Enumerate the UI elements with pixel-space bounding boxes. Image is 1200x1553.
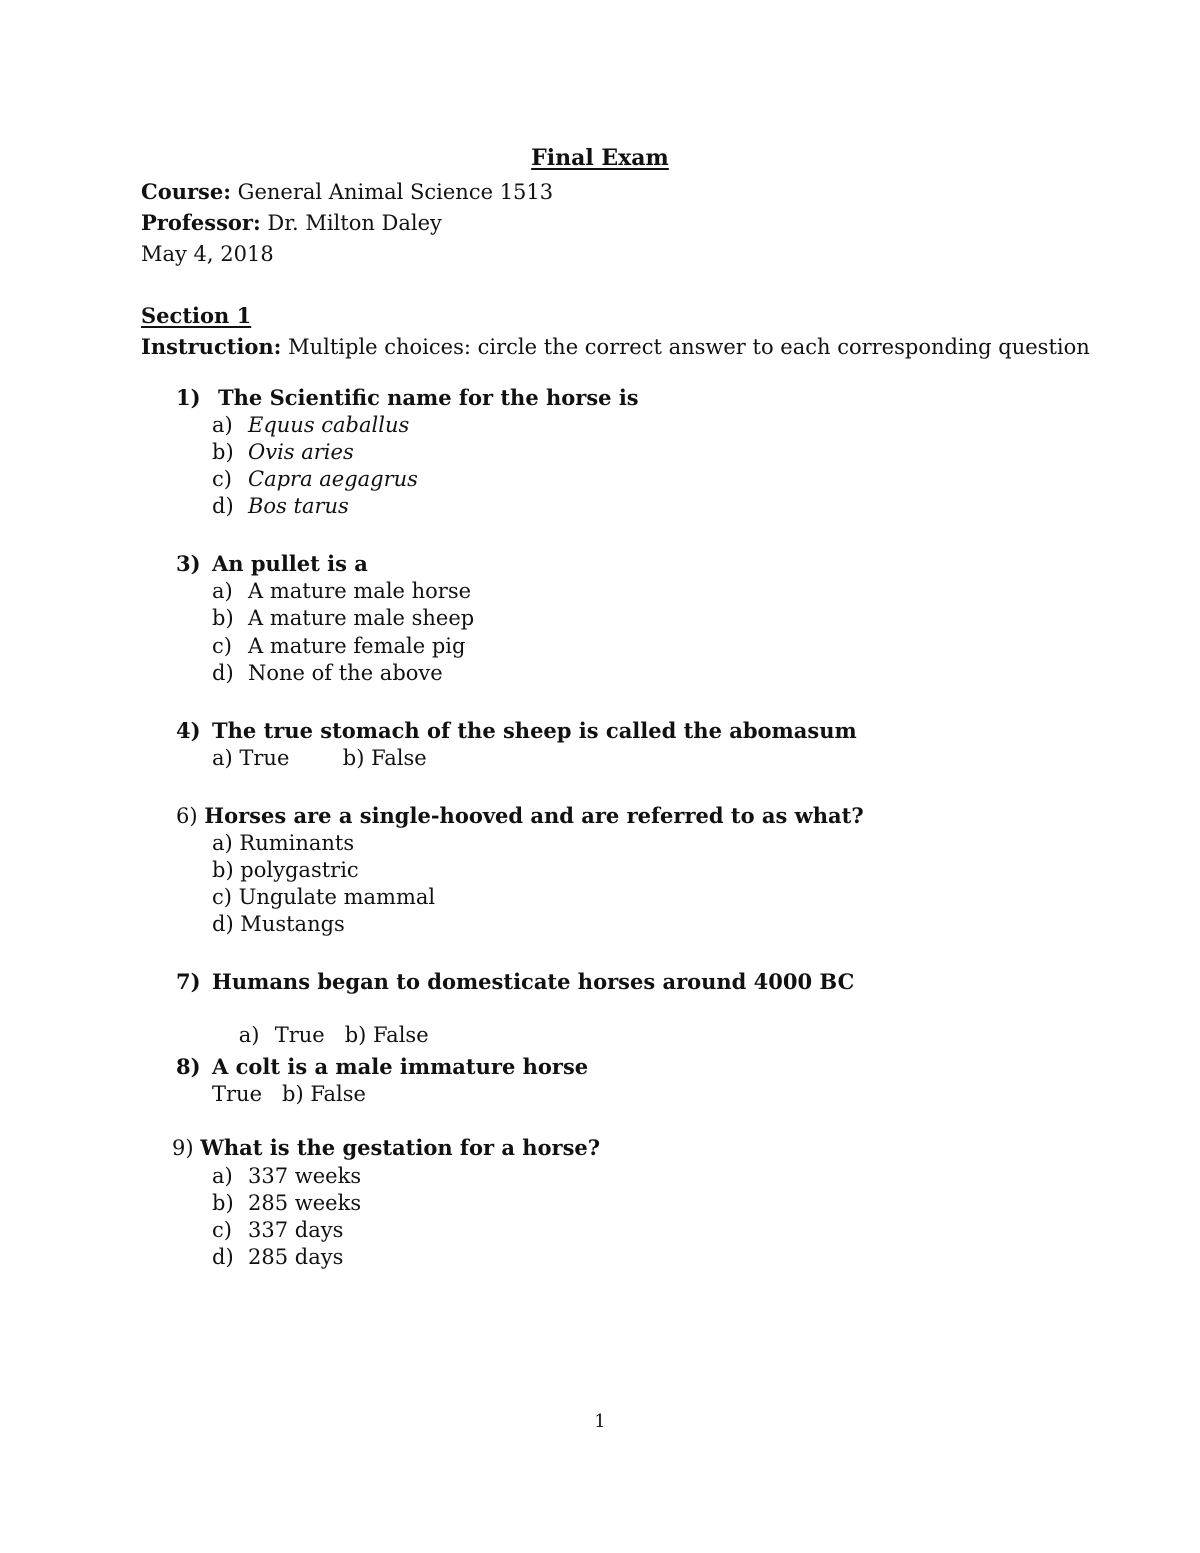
question-number: 6) [176,804,198,828]
option-row [212,439,354,465]
option-text: 285 weeks [248,1191,362,1215]
option-letter: d) [212,661,234,685]
question-8 [176,1054,588,1080]
option-text: None of the above [248,661,443,685]
question-number: 4) [176,718,201,743]
page-title: Final Exam [531,145,669,171]
option-row [212,1190,361,1216]
question-number: 3) [176,551,201,576]
instruction-line [141,334,1090,360]
option-text: A mature female pig [248,634,466,658]
option-letter: c) [212,1218,232,1242]
question-text: What is the gestation for a horse? [200,1135,601,1160]
option-row [212,660,443,686]
question-text: The Scientific name for the horse is [218,385,639,410]
option-text: Bos tarus [248,494,349,518]
option-text: 285 days [248,1245,344,1269]
option-row [212,1217,343,1243]
option-letter: b) [212,1191,234,1215]
option-letter: a) [212,579,233,603]
instruction-text: Multiple choices: circle the correct answer to each corresponding question [281,335,1090,359]
option-letter: a) [212,1164,233,1188]
course-line [141,179,553,205]
course-value: General Animal Science 1513 [231,180,554,204]
professor-label: Professor: [141,210,261,235]
option-row [212,605,474,631]
option-text: A mature male horse [248,579,472,603]
question-7 [176,969,854,995]
question-text: An pullet is a [212,551,368,576]
question-text: Horses are a single-hooved and are referred to as what? [204,803,864,828]
question-9 [172,1135,600,1161]
option-text: 337 days [248,1218,344,1242]
question-3 [176,551,368,577]
question-number: 8) [176,1054,201,1079]
option-letter: a) [238,1023,260,1047]
question-number: 9) [172,1136,194,1160]
option-row [212,578,471,604]
option-row: d) Mustangs [212,912,345,936]
option-text: Ovis aries [248,440,354,464]
question-6 [176,803,864,829]
answer-line: a) True b) False [212,746,427,770]
course-label: Course: [141,179,231,204]
option-row [212,1244,343,1270]
option-text: 337 weeks [248,1164,362,1188]
option-letter: b) [212,606,234,630]
question-number: 7) [176,969,201,994]
option-text: Capra aegagrus [248,467,418,491]
professor-line [141,210,442,236]
option-row [212,493,349,519]
page-number: 1 [594,1411,606,1432]
section-heading: Section 1 [141,303,252,328]
option-row: a) Ruminants [212,831,355,855]
option-letter: a) [212,413,233,437]
exam-date: May 4, 2018 [141,242,274,266]
option-row [212,466,418,492]
option-row [212,1163,361,1189]
question-text: Humans began to domesticate horses around 4000 BC [212,969,855,994]
option-letter: c) [212,467,232,491]
option-letter: d) [212,494,234,518]
question-number: 1) [176,385,201,410]
option-letter: c) [212,634,232,658]
option-row: b) polygastric [212,858,359,882]
question-text: A colt is a male immature horse [212,1054,589,1079]
option-letter: d) [212,1245,234,1269]
answer-line: True b) False [212,1082,366,1106]
instruction-label: Instruction: [141,334,282,359]
option-text: Equus caballus [248,413,410,437]
option-row [212,633,465,659]
option-row [212,412,409,438]
question-4 [176,718,857,744]
answer-text: True b) False [274,1023,429,1047]
question-text: The true stomach of the sheep is called the abomasum [212,718,857,743]
option-letter: b) [212,440,234,464]
option-text: A mature male sheep [248,606,475,630]
option-row: c) Ungulate mammal [212,885,436,909]
professor-value: Dr. Milton Daley [260,211,442,235]
question-1 [176,385,639,411]
